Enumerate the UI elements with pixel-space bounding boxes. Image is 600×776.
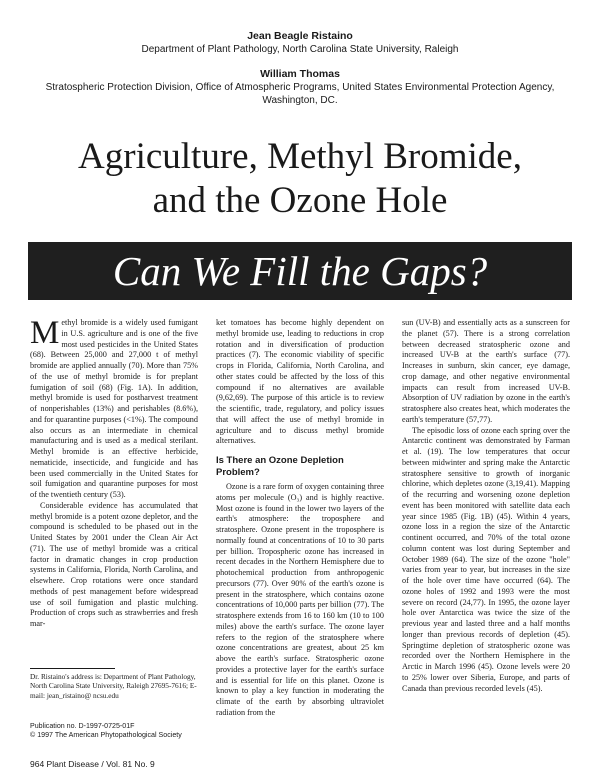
page-footer: 964 Plant Disease / Vol. 81 No. 9 bbox=[30, 759, 155, 769]
paragraph-uvb: sun (UV-B) and essentially acts as a sunscreen for the planet (57). There is a strong correlation between decreased stratospheric ozone and increased UV-B at the earth's surface (77). Increases in sunburn, skin cancer, eye damage, crop damage, and other negative environmental impacts can result from increased UV-B. Absorption of UV radiation by ozone in the earth's stratosphere also creates heat, which moderates the earth's temperature (57,77). bbox=[402, 318, 570, 424]
author-affiliation-thomas: Stratospheric Protection Division, Office of Atmospheric Programs, United States Environmental Protection Agency, Washington, DC. bbox=[45, 82, 555, 106]
subtitle-banner-text: Can We Fill the Gaps? bbox=[112, 248, 488, 294]
drop-cap: M bbox=[30, 315, 60, 351]
paragraph-purpose: ket tomatoes has become highly dependent on methyl bromide use, leading to reductions in crop rotation and in diversification of production practices (7). The economic viability of specific crops in Florida, California, North Carolina, and other states could be affected by the loss of this compound if no alternatives are available (9,62,69). The purpose of this article is to review the scientific, trade, regulatory, and policy issues that will affect the use of methyl bromide in agriculture and to discuss methyl bromide alternatives. bbox=[216, 318, 384, 446]
section-heading-ozone-depletion: Is There an Ozone Depletion Problem? bbox=[216, 455, 344, 478]
subtitle-banner bbox=[28, 242, 572, 300]
paragraph-antarctic: The episodic loss of ozone each spring over the Antarctic continent was demonstrated by Farman et al. (19). The low temperatures that occur between midwinter and spring make the Antarctic stratosphere sensitive to growth of inorganic chlorine, which depletes ozone (3,19,41). Mapping of the recurring and worsening ozone depletion event has been monitored with satellite data each year since 1985 (Fig. 1B) (45). Within 4 years, ozone loss in a region the size of the Antarctic continent occurred, and 70% of the total ozone column content was lost during September and October 1989 (64). The size of the ozone "hole" varies from year to year, but increases in the size of the hole over time have occurred (64). The ozone holes of 1992 and 1993 were the most severe on record (24,77). In 1995, the ozone layer hole over Antarctica was twice the size of the previous year and lasted three and a half months longer than previous records of depletion (45). Springtime depletion of stratospheric ozone was recorded over the Northern Hemisphere in the Arctic in March 1996 (45). Ozone levels were 20 to 25% lower over Siberia, Europe, and parts of Canada than previous recorded levels (45). bbox=[402, 425, 570, 693]
paragraph-ozone: Ozone is a rare form of oxygen containing three atoms per molecule (O₃) and is highly reactive. Most ozone is found in the lower two layers of the earth's atmosphere: the troposphere and stratosphere. Ozone present in the troposphere is normally found at concentrations of 10 to 30 parts per billion. Tropospheric ozone has increased in recent decades in the Northern Hemisphere due to photochemical production from anthropogenic precursors (77). Over 90% of the earth's ozone is present in the stratosphere, which contains ozone concentrations of 10,000 parts per billion (77). The stratosphere extends from 16 to 160 km (10 to 100 miles) above the earth's surface. The ozone layer refers to the region of the stratosphere where ozone concentrations are greatest, about 25 km above the earth's surface. Stratospheric ozone provides a protective layer for the earth's surface and is essential for life on this planet. Ozone is known to play a key function in moderating the climate of the earth by absorbing ultraviolet radiation from the bbox=[216, 482, 384, 717]
article-title-line-1: Agriculture, Methyl Bromide, bbox=[78, 136, 522, 177]
footnote-rule bbox=[30, 668, 115, 669]
text-column-1 bbox=[30, 315, 198, 630]
paragraph-intro-text: ethyl bromide is a widely used fumigant in U.S. agriculture and is one of the five most used pesticides in the United States (68). Between 25,000 and 27,000 t of methyl bromide are applied annually (70). More than 75% of the use of methyl bromide is for preplant fumigation of soil (68) (Fig. 1A). In addition, methyl bromide is used for postharvest treatment of nonperishables (13%) and perishables (8.6%), and for quarantine purposes (<1%). The compound also occurs as an intermediate in chemical manufacturing and is used as a medical sterilant. Methyl bromide is an effective herbicide, nematicide, insecticide, and fungicide and has been used commercially in the United States for soil fumigation and quarantine purposes for most of the twentieth century (53). bbox=[30, 318, 198, 499]
author-name-ristaino: Jean Beagle Ristaino bbox=[247, 30, 353, 42]
author-name-thomas: William Thomas bbox=[260, 68, 340, 80]
publication-number: Publication no. D-1997-0725-01F bbox=[30, 722, 135, 730]
article-title-line-2: and the Ozone Hole bbox=[152, 180, 448, 221]
author-address-note: Dr. Ristaino's address is: Department of Plant Pathology, North Carolina State University, Raleigh 27695-7616; E-mail: jean_ristaino@ ncsu.edu bbox=[30, 672, 197, 700]
copyright-line: © 1997 The American Phytopathological Society bbox=[30, 731, 182, 739]
text-column-3 bbox=[402, 318, 570, 694]
text-column-2 bbox=[216, 318, 384, 719]
paragraph-intro bbox=[30, 315, 198, 501]
author-affiliation-ristaino: Department of Plant Pathology, North Carolina State University, Raleigh bbox=[141, 44, 459, 55]
paragraph-evidence: Considerable evidence has accumulated that methyl bromide is a potent ozone depletor, and the compound is scheduled to be phased out in the United States by 2001 under the Clean Air Act (71). The use of methyl bromide was a critical factor in dramatic changes in crop production systems in California, Florida, North Carolina, and elsewhere. Crop rotations were once standard methods of pest management before widespread use of soil fumigation and plastic mulching. Production of crops such as strawberries and fresh mar- bbox=[30, 500, 198, 628]
